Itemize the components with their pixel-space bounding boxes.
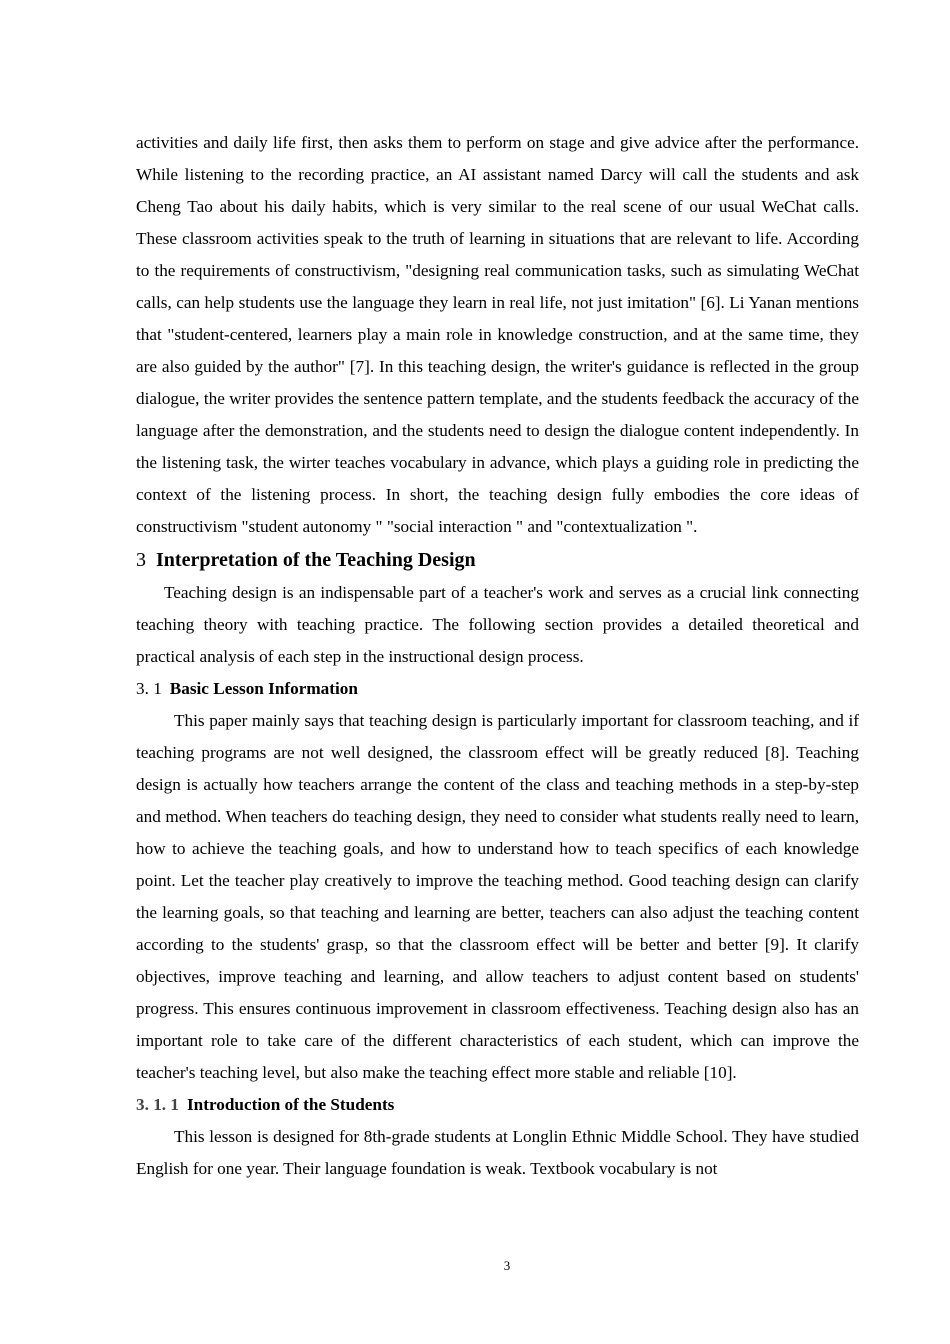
- section-heading-3-1-1: [136, 1089, 859, 1121]
- section-title: Interpretation of the Teaching Design: [156, 549, 476, 571]
- paragraph-section-3-1-1: This lesson is designed for 8th-grade students at Longlin Ethnic Middle School. They have studied English for one year. Their language foundation is weak. Textbook vocabulary is not: [136, 1127, 859, 1178]
- document-page: [136, 127, 859, 1185]
- section-heading-3-1: [136, 673, 859, 705]
- paragraph-section-3: Teaching design is an indispensable part of a teacher's work and serves as a crucial link connecting teaching theory with teaching practice. The following section provides a detailed theoretical and practical analysis of each step in the instructional design process.: [136, 583, 859, 666]
- paragraph-constructivism: activities and daily life first, then asks them to perform on stage and give advice after the performance. While listening to the recording practice, an AI assistant named Darcy will call the students and ask Cheng Tao about his daily habits, which is very similar to the real scene of our usual WeChat calls. These classroom activities speak to the truth of learning in situations that are relevant to life. According to the requirements of constructivism, "designing real communication tasks, such as simulating WeChat calls, can help students use the language they learn in real life, not just imitation" [6]. Li Yanan mentions that "student-centered, learners play a main role in knowledge construction, and at the same time, they are also guided by the author" [7]. In this teaching design, the writer's guidance is reflected in the group dialogue, the writer provides the sentence pattern template, and the students feedback the accuracy of the language after the demonstration, and the students need to design the dialogue content independently. In the listening task, the wirter teaches vocabulary in advance, which plays a guiding role in predicting the context of the listening process. In short, the teaching design fully embodies the core ideas of constructivism "student autonomy " "social interaction " and "contextualization ".: [136, 133, 859, 536]
- section-number: 3. 1: [136, 679, 162, 698]
- section-title: Introduction of the Students: [186, 1095, 395, 1114]
- section-heading-3: [136, 543, 859, 577]
- section-title: Basic Lesson Information: [169, 679, 358, 698]
- paragraph-section-3-1: This paper mainly says that teaching design is particularly important for classroom teaching, and if teaching programs are not well designed, the classroom effect will be greatly reduced [8]. Teaching design is actually how teachers arrange the content of the class and teaching methods in a step-by-step and method. When teachers do teaching design, they need to consider what students really need to learn, how to achieve the teaching goals, and how to understand how to teach specifics of each knowledge point. Let the teacher play creatively to improve the teaching method. Good teaching design can clarify the learning goals, so that teaching and learning are better, teachers can also adjust the teaching content according to the students' grasp, so that the classroom effect will be better and better [9]. It clarify objectives, improve teaching and learning, and allow teachers to adjust content based on students' progress. This ensures continuous improvement in classroom effectiveness. Teaching design also has an important role to take care of the different characteristics of each student, which can improve the teacher's teaching level, but also make the teaching effect more stable and reliable [10].: [136, 711, 859, 1082]
- section-number: 3. 1. 1: [136, 1095, 179, 1114]
- section-number: 3: [136, 549, 146, 571]
- page-number: 3: [503, 1258, 511, 1273]
